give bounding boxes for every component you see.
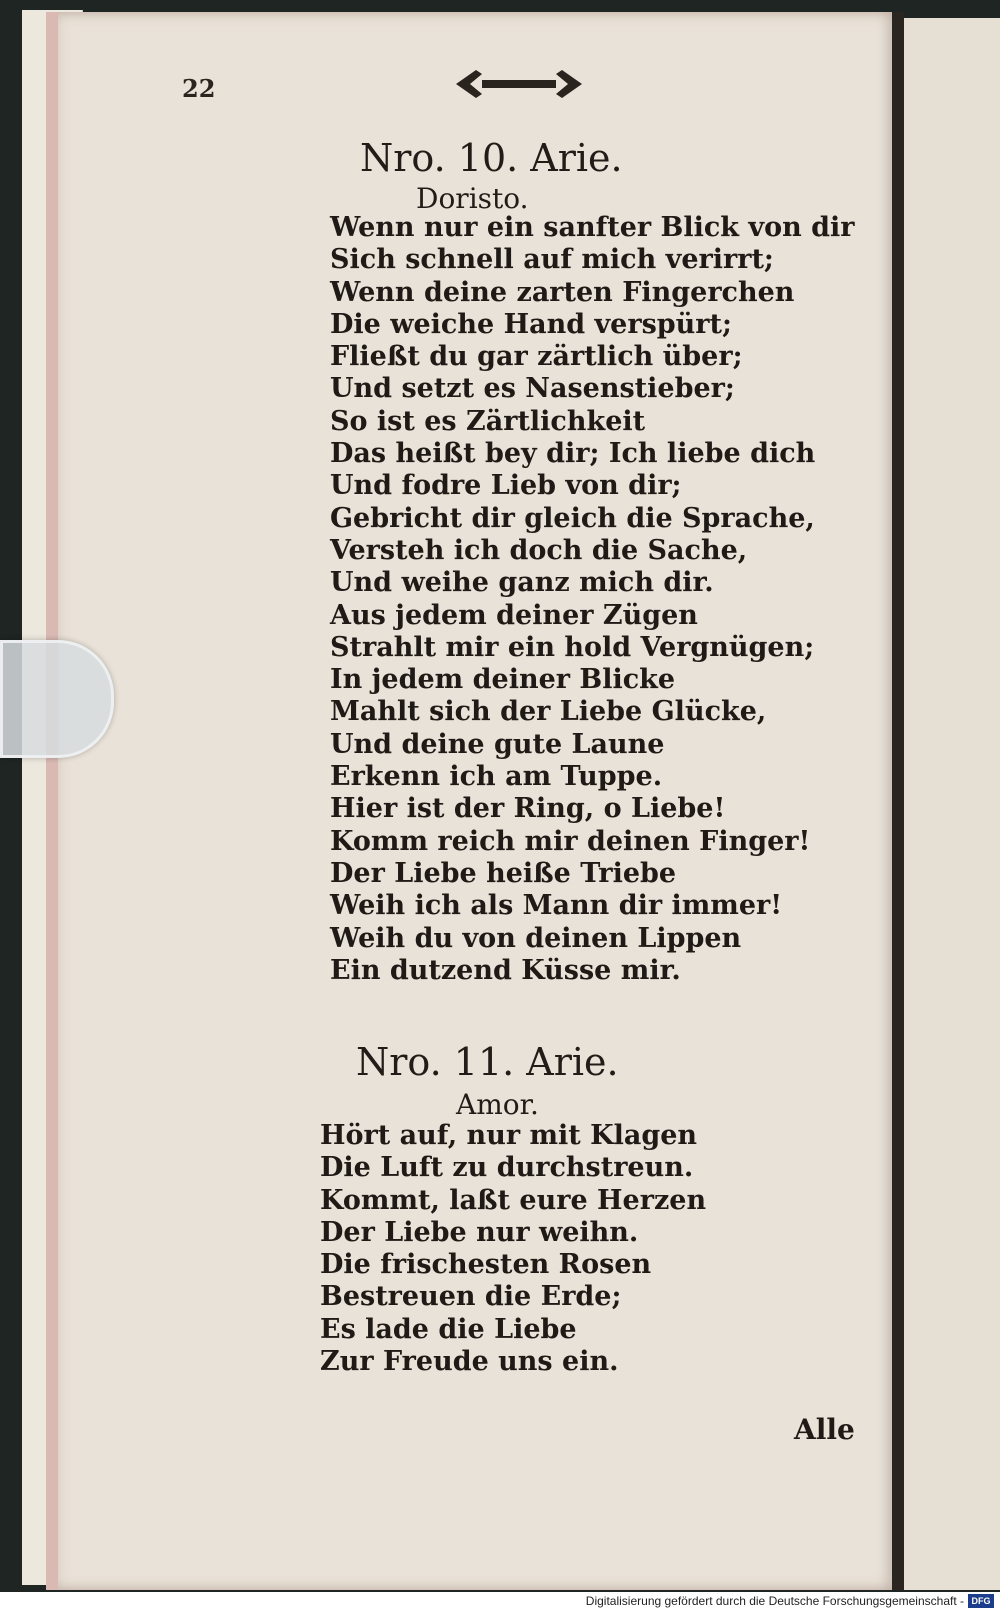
verse-line: Das heißt bey dir; Ich liebe dich (330, 438, 816, 470)
verse-line: Fließt du gar zärtlich über; (330, 341, 743, 373)
verse-line: In jedem deiner Blicke (330, 664, 676, 696)
section-heading: Nro. 10. Arie. (360, 136, 623, 180)
page-clip (0, 640, 114, 758)
verse-line: Erkenn ich am Tuppe. (330, 761, 663, 793)
verse-line: Zur Freude uns ein. (320, 1346, 619, 1378)
section-heading: Nro. 11. Arie. (356, 1040, 619, 1084)
verse-line: Die Luft zu durchstreun. (320, 1152, 694, 1184)
verse-line: Hier ist der Ring, o Liebe! (330, 793, 726, 825)
verse-line: Und deine gute Laune (330, 728, 665, 760)
verse-line: Mahlt sich der Liebe Glücke, (330, 696, 767, 728)
verse-line: Wenn nur ein sanfter Blick von dir (330, 212, 855, 243)
verse-line: Aus jedem deiner Zügen (330, 599, 698, 631)
dfg-logo: DFG (968, 1594, 994, 1608)
verse-line: So ist es Zärtlichkeit (330, 405, 646, 437)
verse-line: Ein dutzend Küsse mir. (330, 954, 681, 986)
verse-line: Weih ich als Mann dir immer! (330, 890, 783, 922)
verse-line: Und setzt es Nasenstieber; (330, 373, 735, 405)
verse-line: Es lade die Liebe (320, 1313, 577, 1345)
verse-line: Hört auf, nur mit Klagen (320, 1120, 698, 1151)
verse-line: Sich schnell auf mich verirrt; (330, 244, 774, 276)
speaker-name: Doristo. (416, 182, 529, 215)
verse-line: Der Liebe heiße Triebe (330, 857, 677, 889)
verse-line: Wenn deine zarten Fingerchen (330, 276, 795, 308)
verse-block (330, 212, 855, 987)
book-gutter (892, 12, 904, 1590)
verse-line: Und weihe ganz mich dir. (330, 567, 714, 599)
footer-credit: Digitalisierung gefördert durch die Deutsche Forschungsgemeinschaft - (585, 1594, 964, 1608)
verse-line: Versteh ich doch die Sache, (330, 534, 748, 566)
catchword: Alle (794, 1413, 855, 1446)
verse-line: Strahlt mir ein hold Vergnügen; (330, 631, 815, 663)
verse-line: Weih du von deinen Lippen (330, 922, 742, 954)
verse-line: Komm reich mir deinen Finger! (330, 825, 811, 857)
digitization-footer (0, 1592, 1000, 1611)
speaker-name: Amor. (456, 1088, 539, 1121)
verse-line: Die frischesten Rosen (320, 1249, 652, 1281)
verse-line: Gebricht dir gleich die Sprache, (330, 502, 815, 534)
page-edge (46, 12, 58, 1590)
facing-page (904, 18, 1000, 1590)
verse-block (320, 1120, 706, 1378)
ornament-divider (452, 64, 586, 104)
verse-line: Die weiche Hand verspürt; (330, 308, 732, 340)
verse-line: Kommt, laßt eure Herzen (320, 1184, 707, 1216)
verse-line: Der Liebe nur weihn. (320, 1216, 639, 1248)
verse-line: Und fodre Lieb von dir; (330, 470, 682, 502)
page-number: 22 (182, 74, 216, 103)
verse-line: Bestreuen die Erde; (320, 1281, 622, 1313)
